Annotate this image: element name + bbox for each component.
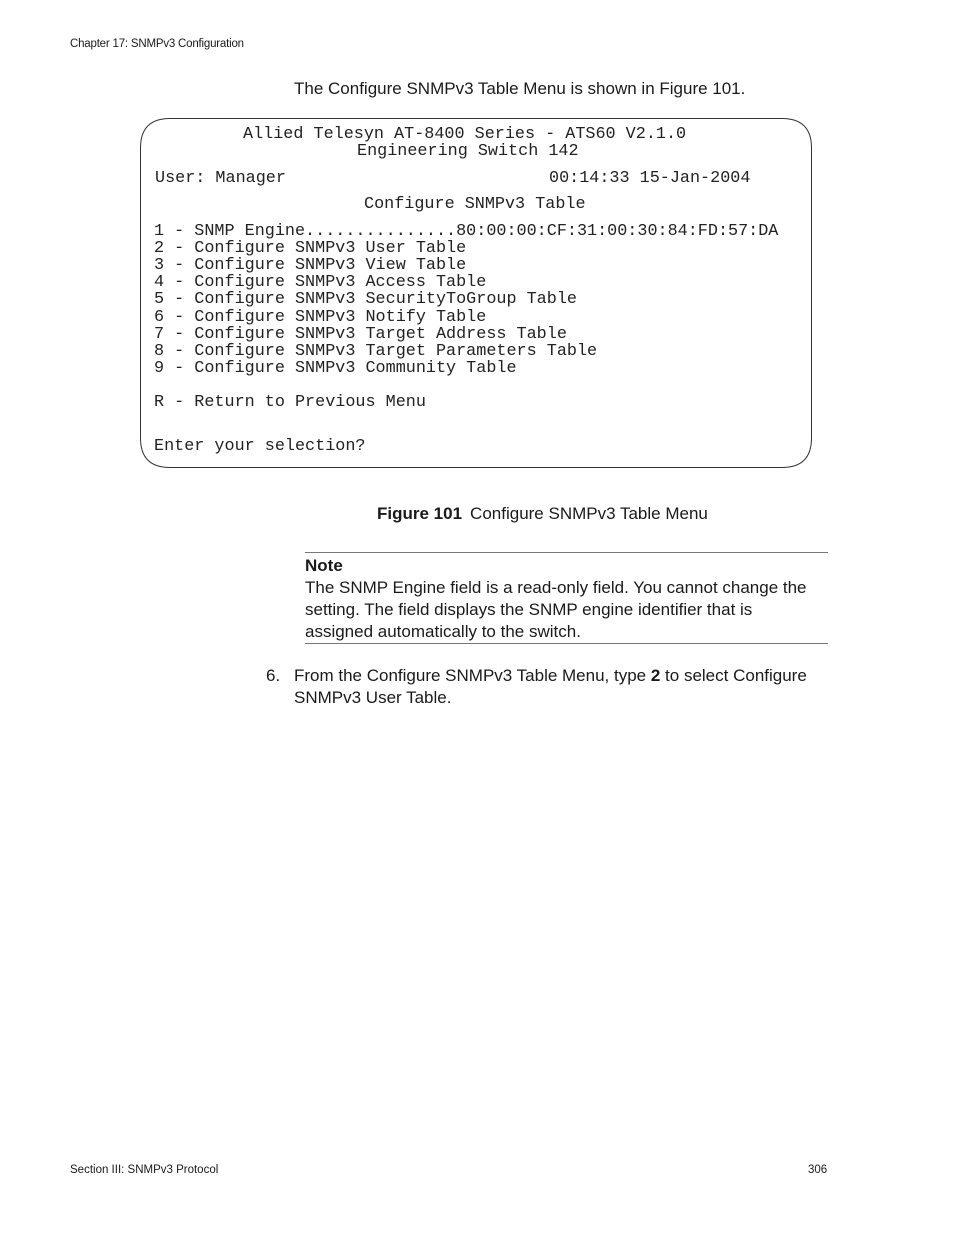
console-menu-item[interactable]: 4 - Configure SNMPv3 Access Table (154, 273, 487, 292)
console-title-line2: Engineering Switch 142 (357, 142, 579, 161)
console-menu-item[interactable]: 5 - Configure SNMPv3 SecurityToGroup Table (154, 290, 577, 309)
console-screen-figure (140, 118, 812, 468)
console-menu-item[interactable]: 8 - Configure SNMPv3 Target Parameters Table (154, 342, 598, 361)
note-title: Note (305, 556, 343, 575)
figure-caption (377, 504, 708, 524)
page-number: 306 (808, 1164, 828, 1176)
console-title-line1: Allied Telesyn AT-8400 Series - ATS60 V2.1.0 (243, 125, 687, 144)
console-menu-title: Configure SNMPv3 Table (364, 195, 586, 214)
note-body: The SNMP Engine field is a read-only field. You cannot change the setting. The field displays the SNMP engine identifier that is assigned automatically to the switch. (305, 578, 807, 641)
console-menu-item[interactable]: 9 - Configure SNMPv3 Community Table (154, 359, 517, 378)
note-box (305, 552, 828, 644)
figure-title: Configure SNMPv3 Table Menu (470, 504, 708, 523)
console-datetime: 00:14:33 15-Jan-2004 (549, 169, 751, 188)
console-menu-item[interactable]: 7 - Configure SNMPv3 Target Address Table (154, 325, 567, 344)
step-number: 6. (266, 666, 281, 685)
console-return-item[interactable]: R - Return to Previous Menu (154, 393, 426, 412)
console-menu-item[interactable]: 3 - Configure SNMPv3 View Table (154, 256, 467, 275)
console-prompt[interactable]: Enter your selection? (154, 437, 366, 456)
console-menu-item[interactable]: 1 - SNMP Engine...............80:00:00:CF:31:00:30:84:FD:57:DA (154, 222, 779, 241)
console-menu-item[interactable]: 2 - Configure SNMPv3 User Table (154, 239, 467, 258)
intro-paragraph: The Configure SNMPv3 Table Menu is shown in Figure 101. (294, 79, 746, 98)
console-menu-item[interactable]: 6 - Configure SNMPv3 Notify Table (154, 308, 487, 327)
step-text-before: From the Configure SNMPv3 Table Menu, type (294, 666, 651, 685)
figure-number: Figure 101 (377, 504, 463, 523)
step-text (294, 665, 834, 709)
step-text-after: to select Configure SNMPv3 User Table. (294, 666, 807, 707)
chapter-header: Chapter 17: SNMPv3 Configuration (70, 38, 244, 50)
footer-section: Section III: SNMPv3 Protocol (70, 1164, 219, 1176)
step-text-bold: 2 (650, 666, 661, 685)
console-user: User: Manager (155, 169, 286, 188)
